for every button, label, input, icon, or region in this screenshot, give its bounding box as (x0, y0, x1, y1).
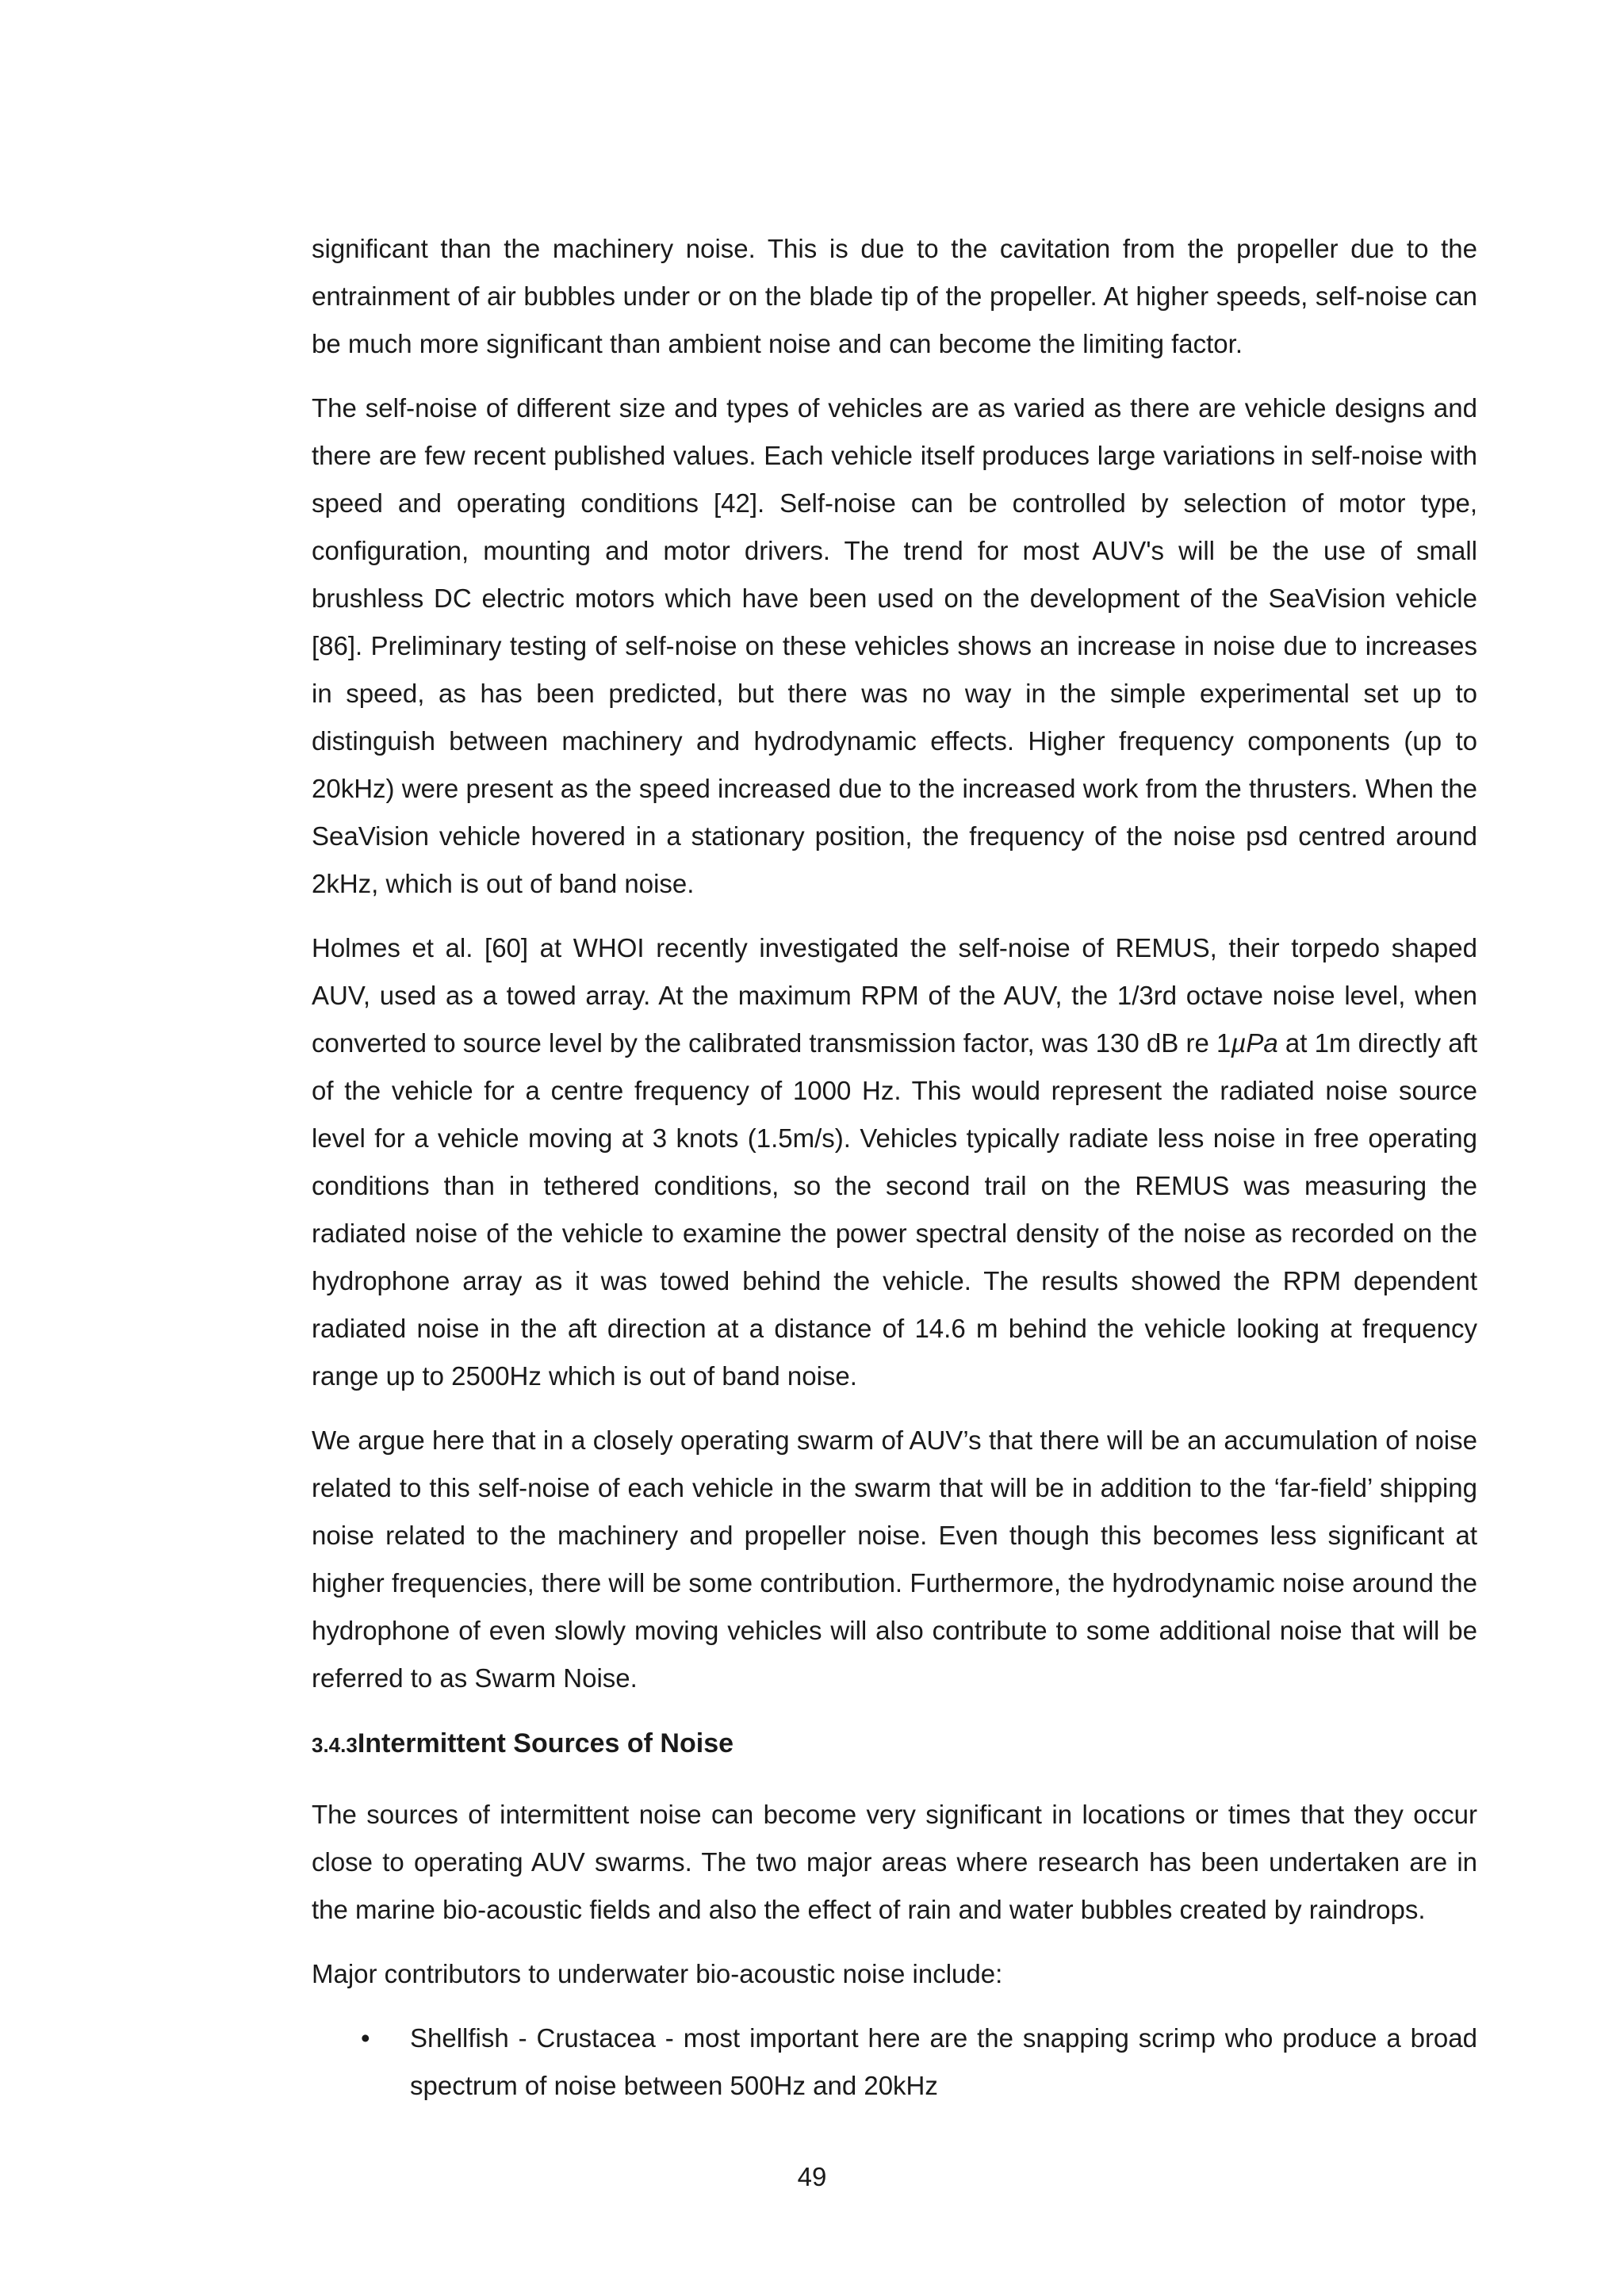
list-item (312, 2015, 1477, 2110)
page-number: 49 (797, 2162, 827, 2191)
paragraph-cavitation: significant than the machinery noise. This is due to the cavitation from the propeller due to the entrainment of air bubbles under or on the blade tip of the propeller. At higher speeds, self-noise can be much more significant than ambient noise and can become the limiting factor. (312, 234, 1477, 358)
section-title: Intermittent Sources of Noise (357, 1728, 734, 1758)
paragraph-swarm-noise: We argue here that in a closely operating swarm of AUV’s that there will be an accumulation of noise related to this self-noise of each vehicle in the swarm that will be in addition to the ‘far-field’ shipping noise related to the machinery and propeller noise. Even though this becomes less significant at higher frequencies, there will be some contribution. Furthermore, the hydrodynamic noise around the hydrophone of even slowly moving vehicles will also contribute to some additional noise that will be referred to as Swarm Noise. (312, 1425, 1477, 1693)
paragraph-self-noise-vehicles: The self-noise of different size and types of vehicles are as varied as there are vehicle designs and there are few recent published values. Each vehicle itself produces large variations in self-noise with speed and operating conditions [42]. Self-noise can be controlled by selection of motor type, configuration, mounting and motor drivers. The trend for most AUV's will be the use of small brushless DC electric motors which have been used on the development of the SeaVision vehicle [86]. Preliminary testing of self-noise on these vehicles shows an increase in noise due to increases in speed, as has been predicted, but there was no way in the simple experimental set up to distinguish between machinery and hydrodynamic effects. Higher frequency components (up to 20kHz) were present as the speed increased due to the increased work from the thrusters. When the SeaVision vehicle hovered in a stationary position, the frequency of the noise psd centred around 2kHz, which is out of band noise. (312, 393, 1477, 898)
paragraph-remus-study (312, 924, 1477, 1400)
paragraph-bioacoustic-intro: Major contributors to underwater bio-acoustic noise include: (312, 1959, 1003, 1988)
paragraph-remus-text-b: at 1m directly aft of the vehicle for a centre frequency of 1000 Hz. This would represent the radiated noise source level for a vehicle moving at 3 knots (1.5m/s). Vehicles typically radiate less noise in free operating conditions than in tethered conditions, so the second trail on the REMUS was measuring the radiated noise of the vehicle to examine the power spectral density of the noise as recorded on the hydrophone array as it was towed behind the vehicle. The results showed the RPM dependent radiated noise in the aft direction at a distance of 14.6 m behind the vehicle looking at frequency range up to 2500Hz which is out of band noise. (312, 1028, 1477, 1391)
paragraph-intermittent-sources: The sources of intermittent noise can become very significant in locations or times that they occur close to operating AUV swarms. The two major areas where research has been undertaken are in the marine bio-acoustic fields and also the effect of rain and water bubbles created by raindrops. (312, 1800, 1477, 1924)
paragraph-remus-text-a: Holmes et al. [60] at WHOI recently investigated the self-noise of REMUS, their torpedo shaped AUV, used as a towed array. At the maximum RPM of the AUV, the 1/3rd octave noise level, when converted to source level by the calibrated transmission factor, was 130 dB re 1 (312, 933, 1477, 1058)
micropascal-unit: µPa (1231, 1028, 1278, 1058)
bioacoustic-contributors-list (312, 2015, 1477, 2110)
section-heading (312, 1719, 1477, 1772)
page-body (312, 225, 1477, 2110)
bullet-icon: • (361, 2023, 370, 2053)
list-item-text: Shellfish - Crustacea - most important here are the snapping scrimp who produce a broad spectrum of noise between 500Hz and 20kHz (410, 2023, 1477, 2100)
section-number: 3.4.3 (312, 1733, 358, 1757)
